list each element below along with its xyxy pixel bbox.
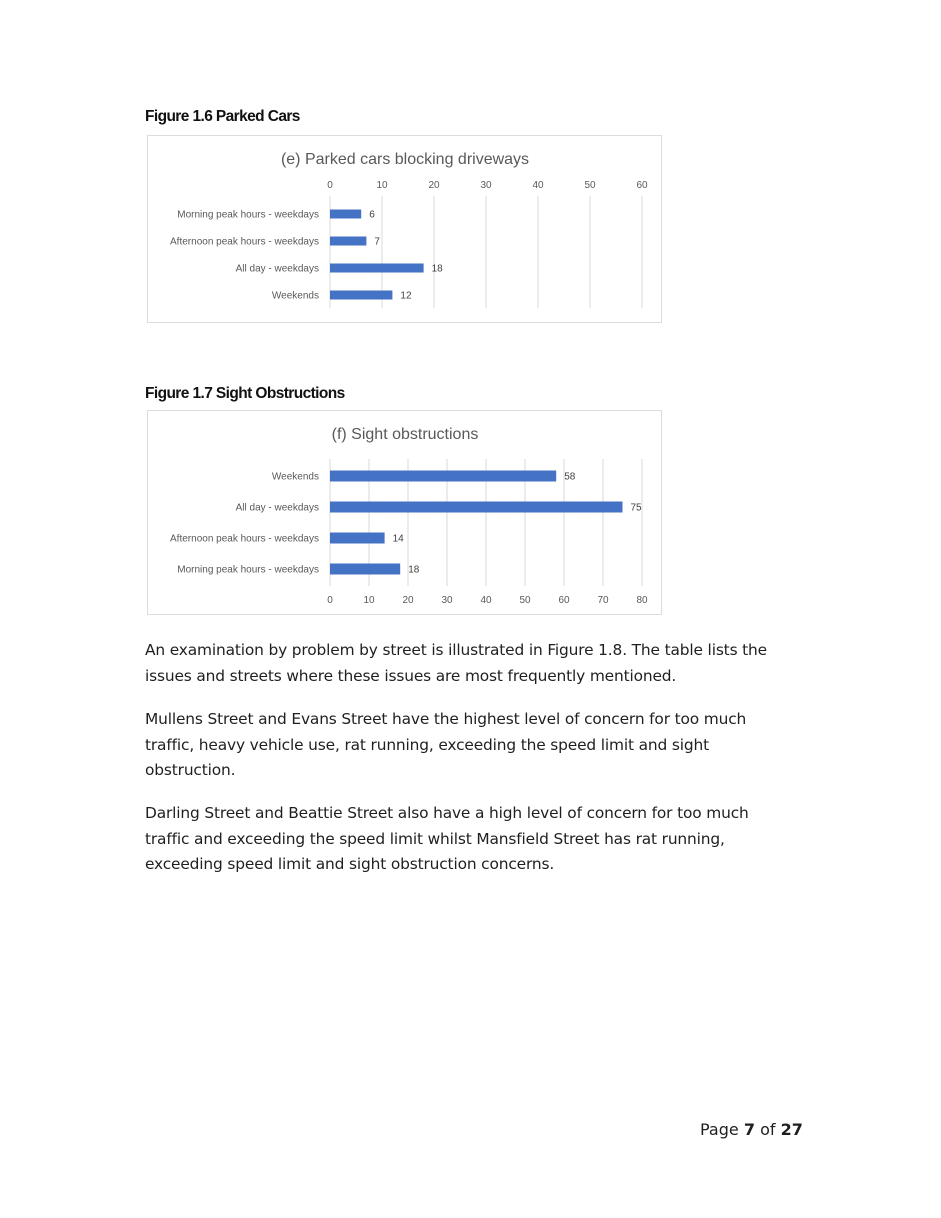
x-tick-label: 30 <box>441 595 453 606</box>
paragraph-mullens-evans: Mullens Street and Evans Street have the highest level of concern for too much traffic, heavy vehicle use, rat running, exceeding the speed limit and sight obstruction. <box>145 710 747 779</box>
sight-obstructions-chart-svg <box>148 411 663 616</box>
x-tick-label: 0 <box>327 595 333 606</box>
data-label: 12 <box>400 290 412 302</box>
bar <box>330 533 385 544</box>
category-label: All day - weekdays <box>235 263 319 275</box>
page-number <box>700 1120 803 1139</box>
data-label: 58 <box>564 471 576 483</box>
page-prefix: Page <box>700 1120 739 1139</box>
category-label: Morning peak hours - weekdays <box>177 564 319 576</box>
x-tick-label: 50 <box>519 595 531 606</box>
paragraph-darling-beattie: Darling Street and Beattie Street also have a high level of concern for too much traffic and exceeding the speed limit whilst Mansfield Street has rat running, exceeding speed limit and sight obstruction concerns. <box>145 804 749 873</box>
parked-cars-chart-svg <box>148 136 663 324</box>
x-tick-label: 70 <box>597 595 609 606</box>
x-tick-label: 0 <box>327 180 333 191</box>
sight-obstructions-chart <box>147 410 662 615</box>
x-tick-label: 40 <box>532 180 544 191</box>
chart-title: (e) Parked cars blocking driveways <box>280 151 530 168</box>
parked-cars-chart <box>147 135 662 323</box>
category-label: Morning peak hours - weekdays <box>177 209 319 221</box>
category-label: Afternoon peak hours - weekdays <box>170 236 319 248</box>
figure-1-7-caption: Figure 1.7 Sight Obstructions <box>145 385 345 402</box>
bar <box>330 264 424 273</box>
x-tick-label: 40 <box>480 595 492 606</box>
bar <box>330 237 366 246</box>
data-label: 18 <box>431 263 443 275</box>
category-label: Weekends <box>271 290 319 302</box>
figure-1-6-caption: Figure 1.6 Parked Cars <box>145 108 300 125</box>
x-tick-label: 80 <box>636 595 648 606</box>
bar <box>330 564 400 575</box>
page-total: 27 <box>780 1120 803 1139</box>
bar <box>330 471 556 482</box>
bar <box>330 291 392 300</box>
bar <box>330 210 361 219</box>
x-tick-label: 30 <box>480 180 492 191</box>
page-separator: of <box>760 1120 776 1139</box>
x-tick-label: 10 <box>376 180 388 191</box>
x-tick-label: 60 <box>636 180 648 191</box>
data-label: 75 <box>630 502 642 514</box>
chart-title: (f) Sight obstructions <box>331 426 479 443</box>
category-label: Weekends <box>271 471 319 483</box>
paragraph-examination: An examination by problem by street is illustrated in Figure 1.8. The table lists the issues and streets where these issues are most frequently mentioned. <box>145 641 767 685</box>
data-label: 7 <box>374 236 380 248</box>
bar <box>330 502 623 513</box>
page-current: 7 <box>743 1120 755 1139</box>
x-tick-label: 20 <box>402 595 414 606</box>
data-label: 14 <box>392 533 404 545</box>
x-tick-label: 20 <box>428 180 440 191</box>
x-tick-label: 50 <box>584 180 596 191</box>
data-label: 18 <box>408 564 420 576</box>
x-tick-label: 60 <box>558 595 570 606</box>
category-label: All day - weekdays <box>235 502 319 514</box>
category-label: Afternoon peak hours - weekdays <box>170 533 319 545</box>
x-tick-label: 10 <box>363 595 375 606</box>
data-label: 6 <box>369 209 375 221</box>
